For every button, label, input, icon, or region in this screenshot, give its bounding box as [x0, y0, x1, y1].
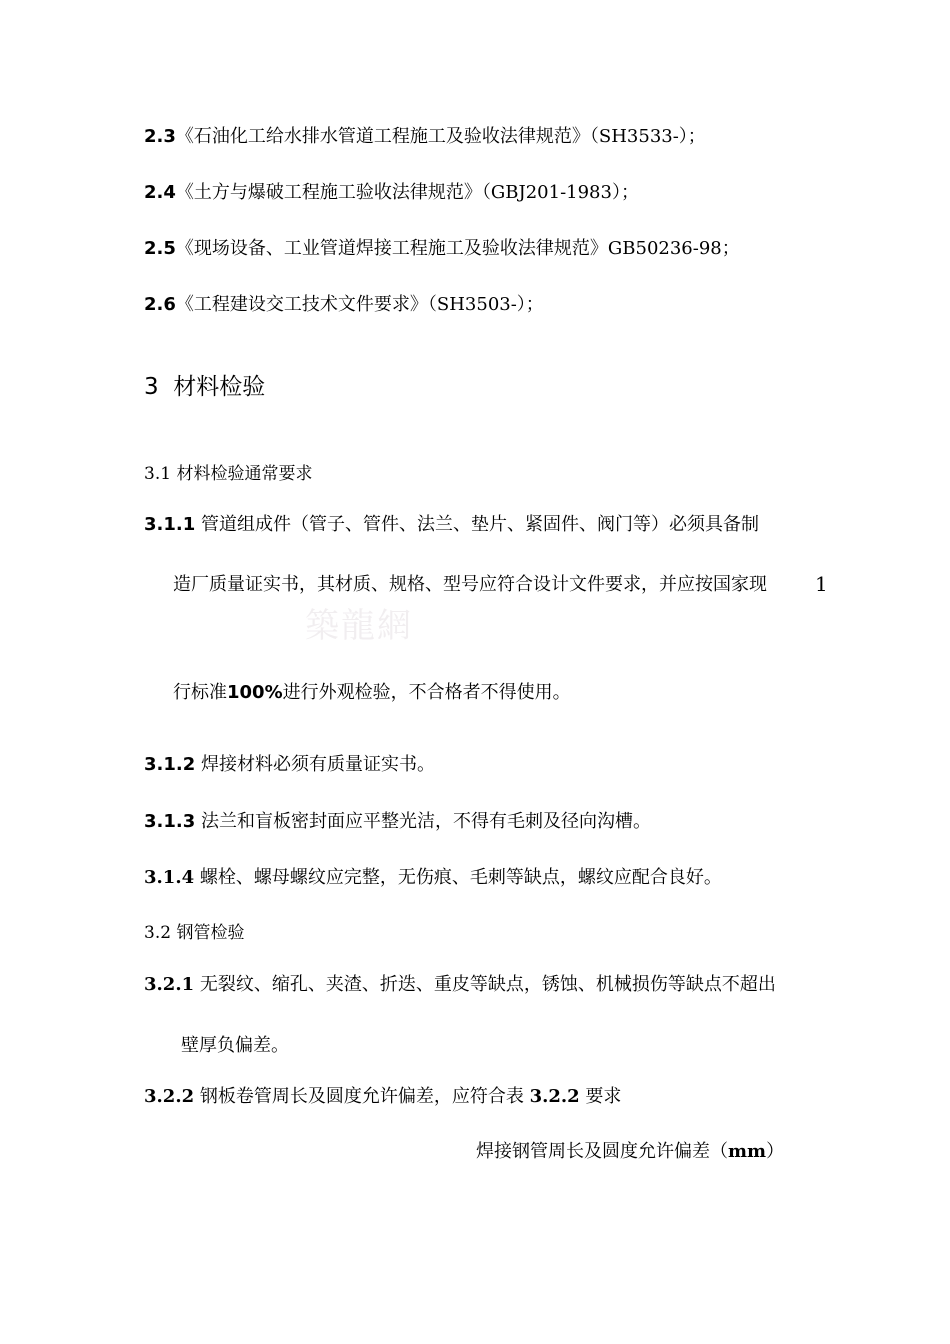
clause-percent: 100% [227, 682, 283, 703]
subsection-title: 材料检验通常要求 [176, 464, 313, 484]
clause-3-1-1-line2 [173, 573, 767, 597]
section-number: 3 [144, 374, 159, 400]
clause-3-2-1-line1 [144, 973, 776, 997]
spec-item-2-6 [144, 293, 544, 317]
clause-text: 管道组成件（管子、管件、法兰、垫片、紧固件、阀门等）必须具备制 [200, 514, 759, 535]
caption-text: 焊接钢管周长及圆度允许偏差（ [476, 1141, 728, 1162]
subsection-number: 3.2 [144, 923, 172, 943]
clause-text: 法兰和盲板密封面应平整光洁，不得有毛刺及径向沟槽。 [200, 811, 651, 832]
clause-number: 3.1.2 [144, 754, 196, 775]
clause-3-1-4 [144, 866, 722, 890]
item-text: 《工程建设交工技术文件要求》（SH3503-）； [175, 294, 544, 315]
spec-item-2-3 [144, 125, 706, 149]
clause-number: 3.2.2 [144, 1086, 195, 1107]
clause-3-2-1-line2 [181, 1034, 289, 1058]
item-number: 2.5 [144, 238, 176, 259]
item-number: 2.3 [144, 126, 176, 147]
subsection-title: 钢管检验 [176, 923, 245, 943]
clause-3-1-1-line3 [173, 681, 571, 705]
caption-unit: mm [728, 1141, 767, 1162]
subsection-3-1 [144, 462, 312, 486]
clause-text-rest: 进行外观检验，不合格者不得使用。 [282, 682, 571, 703]
item-number: 2.6 [144, 294, 176, 315]
clause-text: 无裂纹、缩孔、夹渣、折迭、重皮等缺点，锈蚀、机械损伤等缺点不超出 [199, 974, 776, 995]
section-title: 材料检验 [173, 374, 266, 400]
clause-text: 螺栓、螺母螺纹应完整，无伤痕、毛刺等缺点，螺纹应配合良好。 [199, 867, 722, 888]
clause-tail: 要求 [585, 1086, 622, 1107]
item-number: 2.4 [144, 182, 176, 203]
caption-close: ） [766, 1141, 785, 1162]
clause-number: 3.1.1 [144, 514, 196, 535]
clause-number: 3.1.3 [144, 811, 196, 832]
clause-3-1-3 [144, 810, 651, 834]
watermark-logo [305, 598, 413, 647]
table-reference: 3.2.2 [529, 1086, 580, 1107]
clause-text: 焊接材料必须有质量证实书。 [200, 754, 435, 775]
clause-3-2-2 [144, 1085, 621, 1109]
subsection-3-2 [144, 921, 244, 945]
item-text: 《石油化工给水排水管道工程施工及验收法律规范》（SH3533-）； [175, 126, 706, 147]
spec-item-2-5 [144, 237, 740, 261]
clause-number: 3.2.1 [144, 974, 195, 995]
clause-number: 3.1.4 [144, 867, 195, 888]
watermark-text: 築龍網 [305, 606, 413, 646]
clause-text: 壁厚负偏差。 [181, 1035, 289, 1056]
subsection-number: 3.1 [144, 464, 172, 484]
item-text: 《土方与爆破工程施工验收法律规范》（GBJ201-1983）； [175, 182, 639, 203]
clause-text: 钢板卷管周长及圆度允许偏差，应符合表 [199, 1086, 524, 1107]
table-caption [476, 1140, 784, 1164]
clause-text: 行标准 [173, 682, 227, 703]
page-number: 1 [815, 572, 828, 596]
clause-3-1-1-line1 [144, 513, 759, 537]
clause-3-1-2 [144, 753, 435, 777]
spec-item-2-4 [144, 181, 639, 205]
clause-text: 造厂质量证实书，其材质、规格、型号应符合设计文件要求，并应按国家现 [173, 574, 767, 595]
section-3-heading [144, 375, 265, 399]
item-text: 《现场设备、工业管道焊接工程施工及验收法律规范》GB50236-98； [175, 238, 740, 259]
